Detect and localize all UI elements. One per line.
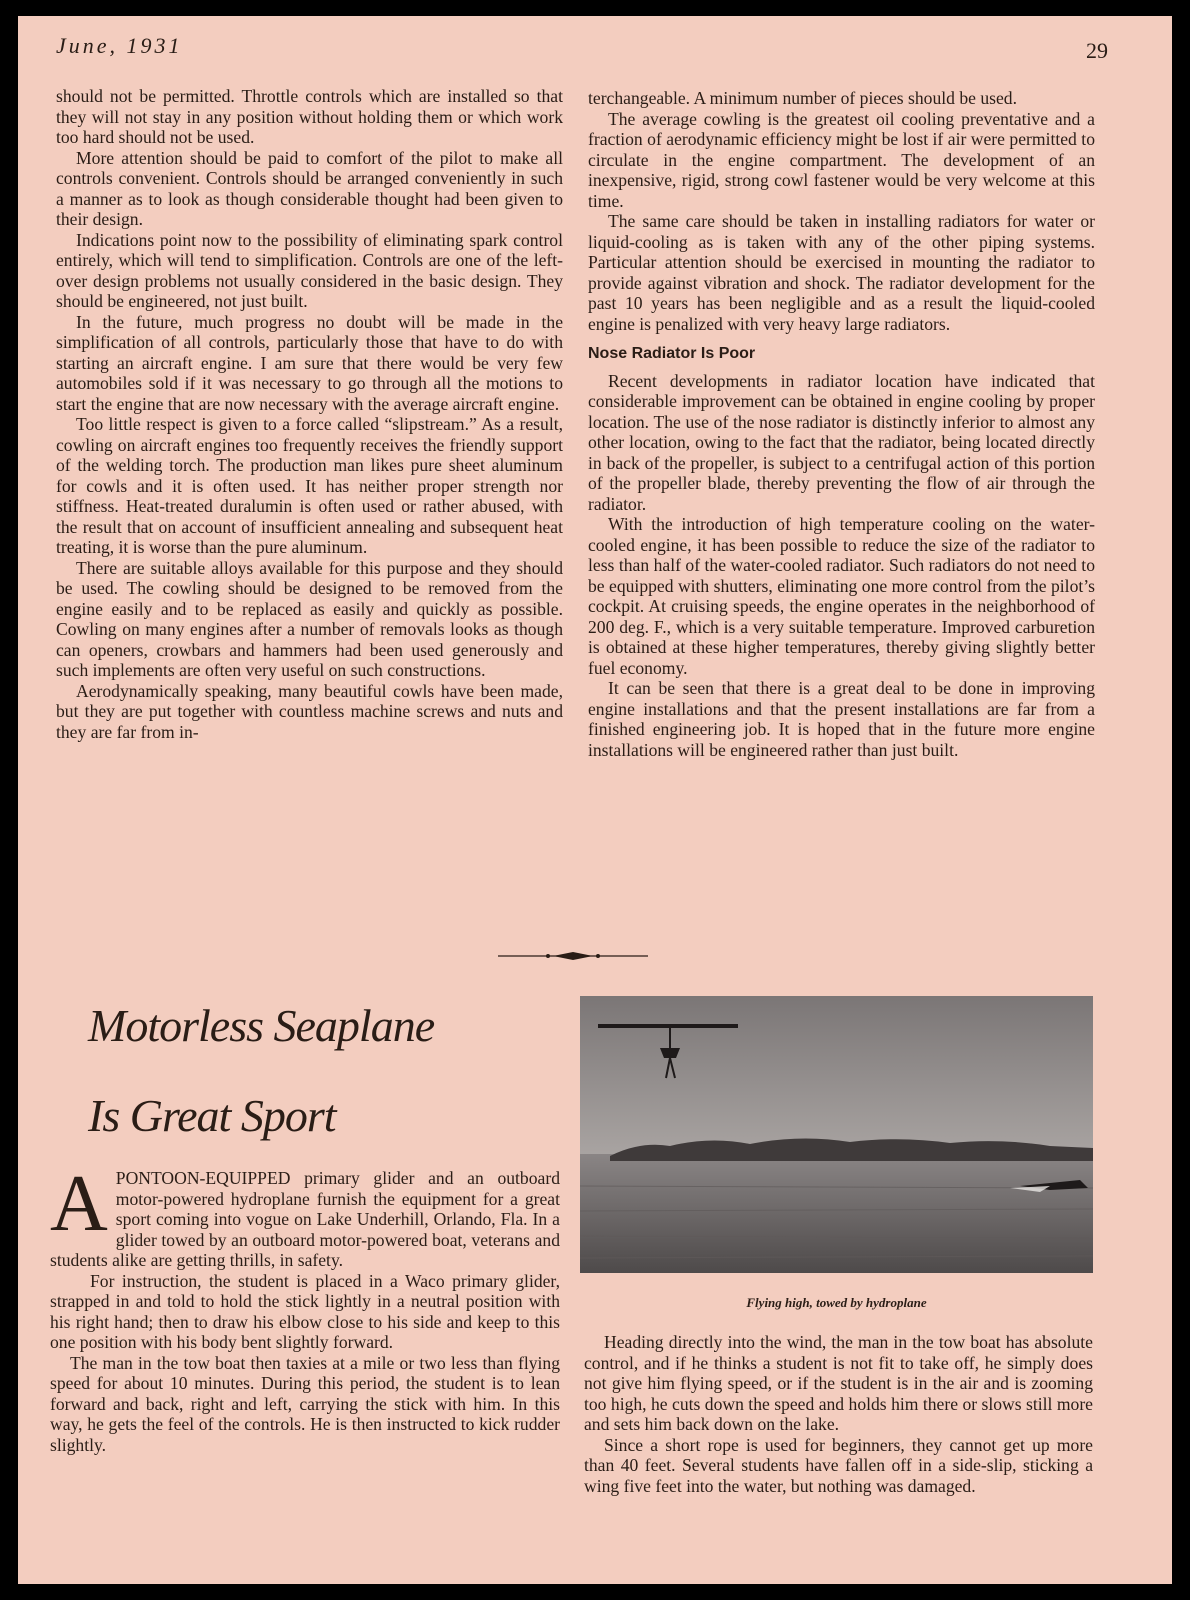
paragraph: Indications point now to the possibility of eliminating spark control entirely, which will tend to simplification. Controls are one of the left-over design problems not usually considered in the basic design. They should be engineered, not just built. — [56, 229, 563, 311]
paragraph: Since a short rope is used for beginners, they cannot get up more than 40 feet. Several students have fallen off in a side-slip, sticking a wing five feet into the water, but nothing was damaged. — [584, 1434, 1093, 1496]
drop-cap: A — [50, 1160, 108, 1248]
paragraph: The average cowling is the greatest oil cooling preventative and a fraction of aerodynamic efficiency might be lost if air were permitted to circulate in the engine compartment. The development of an inexpensive, rigid, strong cowl fastener would be very welcome at this time. — [588, 108, 1095, 211]
left-column — [56, 86, 563, 742]
paragraph: Too little respect is given to a force called “slipstream.” As a result, cowling on aircraft engines too frequently receives the friendly support of the welding torch. The production man likes pure sheet aluminum for cowls and it is often used. It has neither proper strength nor stiffness. Heat-treated duralumin is often used or rather abused, with the result that on account of insufficient annealing and subsequent heat treating, it is worse than the pure aluminum. — [56, 414, 563, 557]
paragraph: It can be seen that there is a great deal to be done in improving engine installations and that the present installations are far from a finished engineering job. It is hoped that in the future more engine installations will be engineered rather than just built. — [588, 678, 1095, 760]
right-column — [588, 88, 1095, 760]
title-line: Is Great Sport — [88, 1090, 336, 1141]
lead-text: PONTOON-EQUIPPED primary glider and an outboard motor-powered hydroplane furnish the equipment for a great sport coming into vogue on Lake Underhill, Orlando, Fla. In a glider towed by an outboard motor-powered boat, veterans and students alike are getting thrills, in safety. — [50, 1168, 560, 1270]
article-title — [88, 981, 508, 1161]
paragraph: The man in the tow boat then taxies at a mile or two less than flying speed for about 10 minutes. During this period, the student is to lean forward and back, right and left, carrying the stick with him. In this way, he gets the feel of the controls. He is then instructed to kick rudder slightly. — [50, 1352, 560, 1455]
photo-caption: Flying high, towed by hydroplane — [746, 1295, 927, 1310]
paragraph: In the future, much progress no doubt will be made in the simplification of all controls, particularly those that have to do with starting an aircraft engine. I am sure that there would be very few automobiles sold if it was necessary to go through all the motions to start the engine that are now necessary with the average aircraft engine. — [56, 311, 563, 414]
article-left-column — [50, 1160, 560, 1455]
page-number: 29 — [1086, 38, 1108, 63]
issue-date: June, 1931 — [56, 33, 183, 58]
paragraph: should not be permitted. Throttle controls which are installed so that they will not stay in any position without holding them or which work too hard should not be used. — [56, 86, 563, 147]
paragraph: There are suitable alloys available for this purpose and they should be used. The cowling should be designed to be removed from the engine easily and to be replaced as easily and quickly as possible. Cowling on many engines after a number of removals looks as though can openers, crowbars and hammers had been used generously and such implements are often very useful on such constructions. — [56, 557, 563, 680]
glider-photo — [580, 996, 1093, 1273]
paragraph: More attention should be paid to comfort of the pilot to make all controls convenient. Controls should be arranged conveniently in such a manner as to look as though considerable thought had been given to their design. — [56, 147, 563, 229]
magazine-page — [18, 16, 1172, 1584]
paragraph: Heading directly into the wind, the man in the tow boat has absolute control, and if he thinks a student is not fit to take off, he simply does not give him flying speed, or if the student is in the air and is zooming too high, he cuts down the speed and holds him there or slows still more and sets him back down on the lake. — [584, 1332, 1093, 1434]
ornament-divider — [498, 946, 648, 966]
paragraph: With the introduction of high temperature cooling on the water-cooled engine, it has been possible to reduce the size of the radiator to less than half of the water-cooled radiator. Such radiators do not need to be equipped with shutters, eliminating one more control from the pilot’s cockpit. At cruising speeds, the engine operates in the neighborhood of 200 deg. F., which is a very suitable temperature. Improved carburetion is obtained at these higher temperatures, thereby giving slightly better fuel economy. — [588, 514, 1095, 678]
paragraph: terchangeable. A minimum number of pieces should be used. — [588, 88, 1017, 108]
paragraph: The same care should be taken in installing radiators for water or liquid-cooling as is taken with any of the other piping systems. Particular attention should be exercised in mounting the radiator to provide against vibration and shock. The radiator development for the past 10 years has been negligible and as a result the liquid-cooled engine is penalized with very heavy large radiators. — [588, 211, 1095, 334]
title-line: Motorless Seaplane — [88, 1000, 435, 1051]
paragraph: Aerodynamically speaking, many beautiful cowls have been made, but they are put together with countless machine screws and nuts and they are far from in- — [56, 680, 563, 742]
paragraph: Recent developments in radiator location have indicated that considerable improvement can be obtained in engine cooling by proper location. The use of the nose radiator is distinctly inferior to almost any other location, owing to the fact that the radiator, being located directly in back of the propeller, is subject to a centrifugal action of this portion of the propeller blade, thereby preventing the flow of air through the radiator. — [588, 370, 1095, 514]
paragraph: For instruction, the student is placed in a Waco primary glider, strapped in and told to hold the stick lightly in a neutral position with his right hand; then to draw his elbow close to his side and keep to this one position with his body bent slightly forward. — [50, 1270, 560, 1352]
lead-paragraph — [50, 1160, 560, 1271]
section-heading: Nose Radiator Is Poor — [588, 345, 756, 362]
article-right-column — [584, 1332, 1093, 1496]
